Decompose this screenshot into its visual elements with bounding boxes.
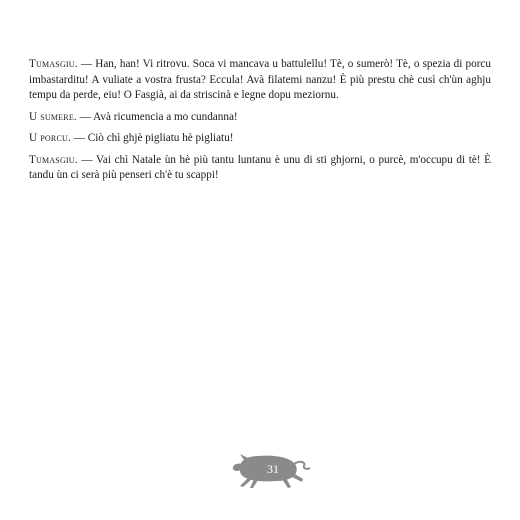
- speaker-name: U porcu.: [29, 132, 71, 144]
- speaker-name: Tumasgiu.: [29, 153, 78, 166]
- dialogue-paragraph: [29, 57, 491, 104]
- dialogue-paragraph: [29, 131, 491, 147]
- dialogue-separator: —: [70, 132, 88, 144]
- pig-front-leg: [240, 478, 252, 487]
- speaker-name: Tumasgiu.: [29, 58, 78, 70]
- dialogue-separator: —: [77, 58, 96, 70]
- dialogue-separator: —: [77, 153, 97, 166]
- dialogue-text: [29, 57, 491, 190]
- dialogue-line: Vai chì Natale ùn hè più tantu luntanu è unu di sti ghjorni, o purcè, m'occupu di tè! È tandu ùn ci serà più penseri ch'è tu scappi!: [29, 153, 491, 181]
- dialogue-line: Ciò chì ghjè pigliatu hè pigliatu!: [87, 132, 234, 144]
- dialogue-line: Han, han! Vi ritrovu. Soca vi mancava u battulellu! Tè, o sumerò! Tè, o spezia di porcu imbastarditu! A vuliate a vostra frusta? Eccula! Avà filatemi nanzu! È più prestu chè cusì ch'ùn aghju tempu da perde, eiu! O Fasgià, ai da striscinà e legne dopu meziornu.: [29, 58, 491, 101]
- page-footer: [230, 448, 320, 492]
- pig-back-leg-2: [290, 473, 303, 482]
- pig-head: [233, 464, 242, 471]
- dialogue-line: Avà ricumencia a mo cundanna!: [93, 110, 238, 123]
- dialogue-paragraph: [29, 110, 491, 126]
- pig-back-leg: [282, 478, 291, 488]
- speaker-name: U sumere.: [29, 110, 77, 123]
- dialogue-separator: —: [76, 110, 94, 123]
- dialogue-paragraph: [29, 153, 491, 184]
- page-number: 31: [267, 462, 279, 476]
- pig-front-leg-2: [250, 479, 258, 488]
